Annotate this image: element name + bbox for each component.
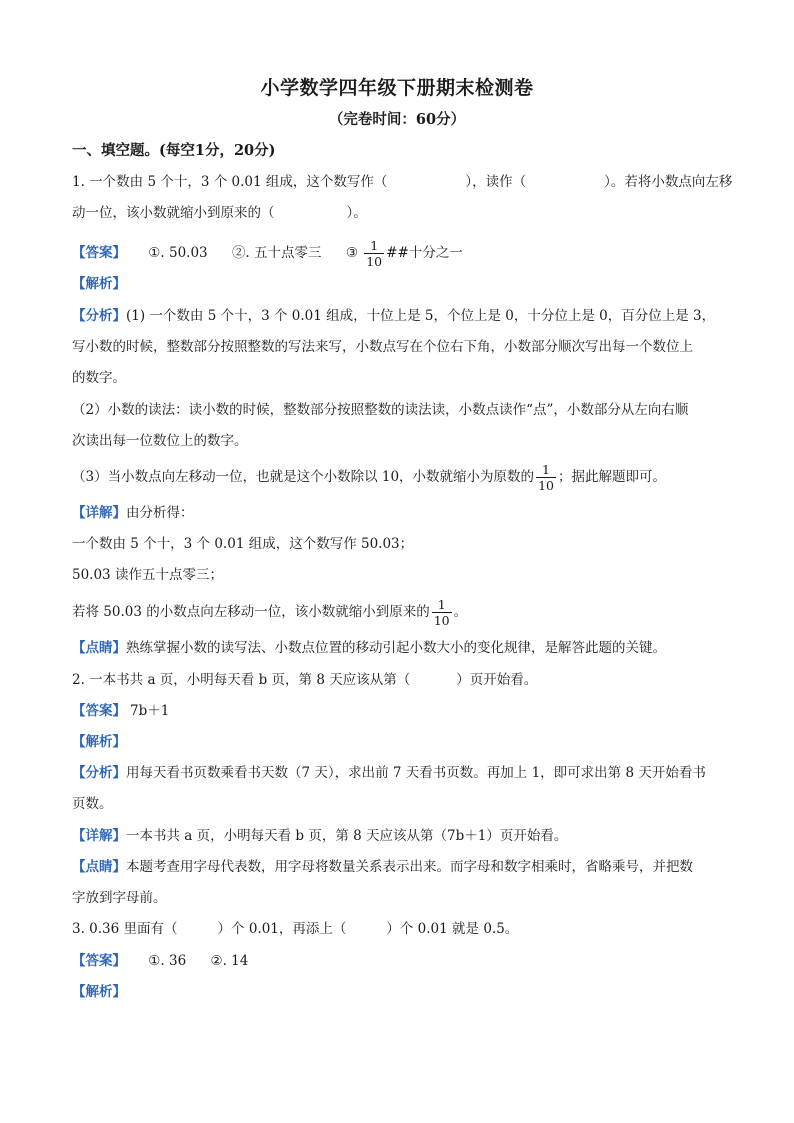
q1-detail-line1: 【详解】由分析得： <box>72 505 194 521</box>
q2-answer: 【答案】 7b＋1 <box>72 703 170 719</box>
q1-comment: 【点睛】熟练掌握小数的读写法、小数点位置的移动引起小数大小的变化规律，是解答此题的关键。 <box>72 640 666 656</box>
q3-analysis-head: 【解析】 <box>72 984 126 1000</box>
q1-analysis-line1: 【分析】(1) 一个数由 5 个十，3 个 0.01 组成，十位上是 5，个位上是 0，十分位上是 0，百分位上是 3， <box>72 308 716 324</box>
q2-comment-line2: 字放到字母前。 <box>72 890 167 906</box>
section-heading: 一、填空题。(每空1分，20分) <box>72 142 276 159</box>
q1-analysis-fraction: $\frac{1}{10}$ <box>538 462 554 493</box>
q1-analysis-line3: 的数字。 <box>72 370 126 386</box>
q3-text: 3. 0.36 里面有（ ）个 0.01，再添上（ ）个 0.01 就是 0.5。 <box>72 921 519 937</box>
q1-answer-3-prefix: ③ <box>345 245 358 261</box>
q2-analysis-line2: 页数。 <box>72 796 113 812</box>
q1-detail-line2: 一个数由 5 个十，3 个 0.01 组成，这个数写作 50.03； <box>72 536 414 552</box>
q2-detail: 【详解】一本书共 a 页，小明每天看 b 页，第 8 天应该从第（7b＋1）页开始看。 <box>72 828 568 844</box>
q1-answer: 【答案】 ①. 50.03 ②. 五十点零三 ③ $\frac{1}{10}$ ##十分之一 <box>72 238 463 269</box>
q2-analysis-head: 【解析】 <box>72 734 126 750</box>
q3-answer-2: ②. 14 <box>210 953 249 969</box>
q1-answer-1: ①. 50.03 <box>148 245 208 261</box>
q1-detail-line4: 若将 50.03 的小数点向左移动一位，该小数就缩小到原来的 $\frac{1}{10}$ 。 <box>72 597 468 628</box>
q1-analysis-line5: 次读出每一位数位上的数字。 <box>72 433 248 449</box>
q2-analysis-line1: 【分析】用每天看书页数乘看书天数（7 天），求出前 7 天看书页数。再加上 1，即可求出第 8 天开始看书 <box>72 765 706 781</box>
q1-analysis-line6: （3）当小数点向左移动一位，也就是这个小数除以 10，小数就缩小为原数的 $\frac{1}{10}$ ；据此解题即可。 <box>72 462 666 493</box>
q1-detail-fraction: $\frac{1}{10}$ <box>433 597 450 628</box>
q1-analysis-head: 【解析】 <box>72 276 126 292</box>
q2-comment-line1: 【点睛】本题考查用字母代表数，用字母将数量关系表示出来。而字母和数字相乘时，省略乘号，并把数 <box>72 859 693 875</box>
q3-answer-1: ①. 36 <box>148 953 187 969</box>
q3-answer: 【答案】 ①. 36 ②. 14 <box>72 953 249 969</box>
q1-answer-2: ②. 五十点零三 <box>231 245 322 261</box>
page-subtitle: （完卷时间：60分） <box>328 111 466 128</box>
page-title: 小学数学四年级下册期末检测卷 <box>260 77 534 99</box>
q1-line2: 动一位，该小数就缩小到原来的（ ）。 <box>72 205 367 221</box>
answer-label: 【答案】 <box>72 245 126 261</box>
q1-analysis-line2: 写小数的时候，整数部分按照整数的写法来写，小数点写在个位右下角，小数部分顺次写出每一个数位上 <box>72 339 693 355</box>
q1-line1: 1. 一个数由 5 个十，3 个 0.01 组成，这个数写作（ ），读作（ ）。若将小数点向左移 <box>72 174 733 190</box>
q2-text: 2. 一本书共 a 页，小明每天看 b 页，第 8 天应该从第（ ）页开始看。 <box>72 672 538 688</box>
q1-answer-3-fraction: $\frac{1}{10}$ <box>366 238 383 269</box>
q1-detail-line3: 50.03 读作五十点零三； <box>72 567 223 583</box>
q1-analysis-line4: （2）小数的读法：读小数的时候，整数部分按照整数的读法读，小数点读作“点”，小数部分从左向右顺 <box>72 402 689 418</box>
